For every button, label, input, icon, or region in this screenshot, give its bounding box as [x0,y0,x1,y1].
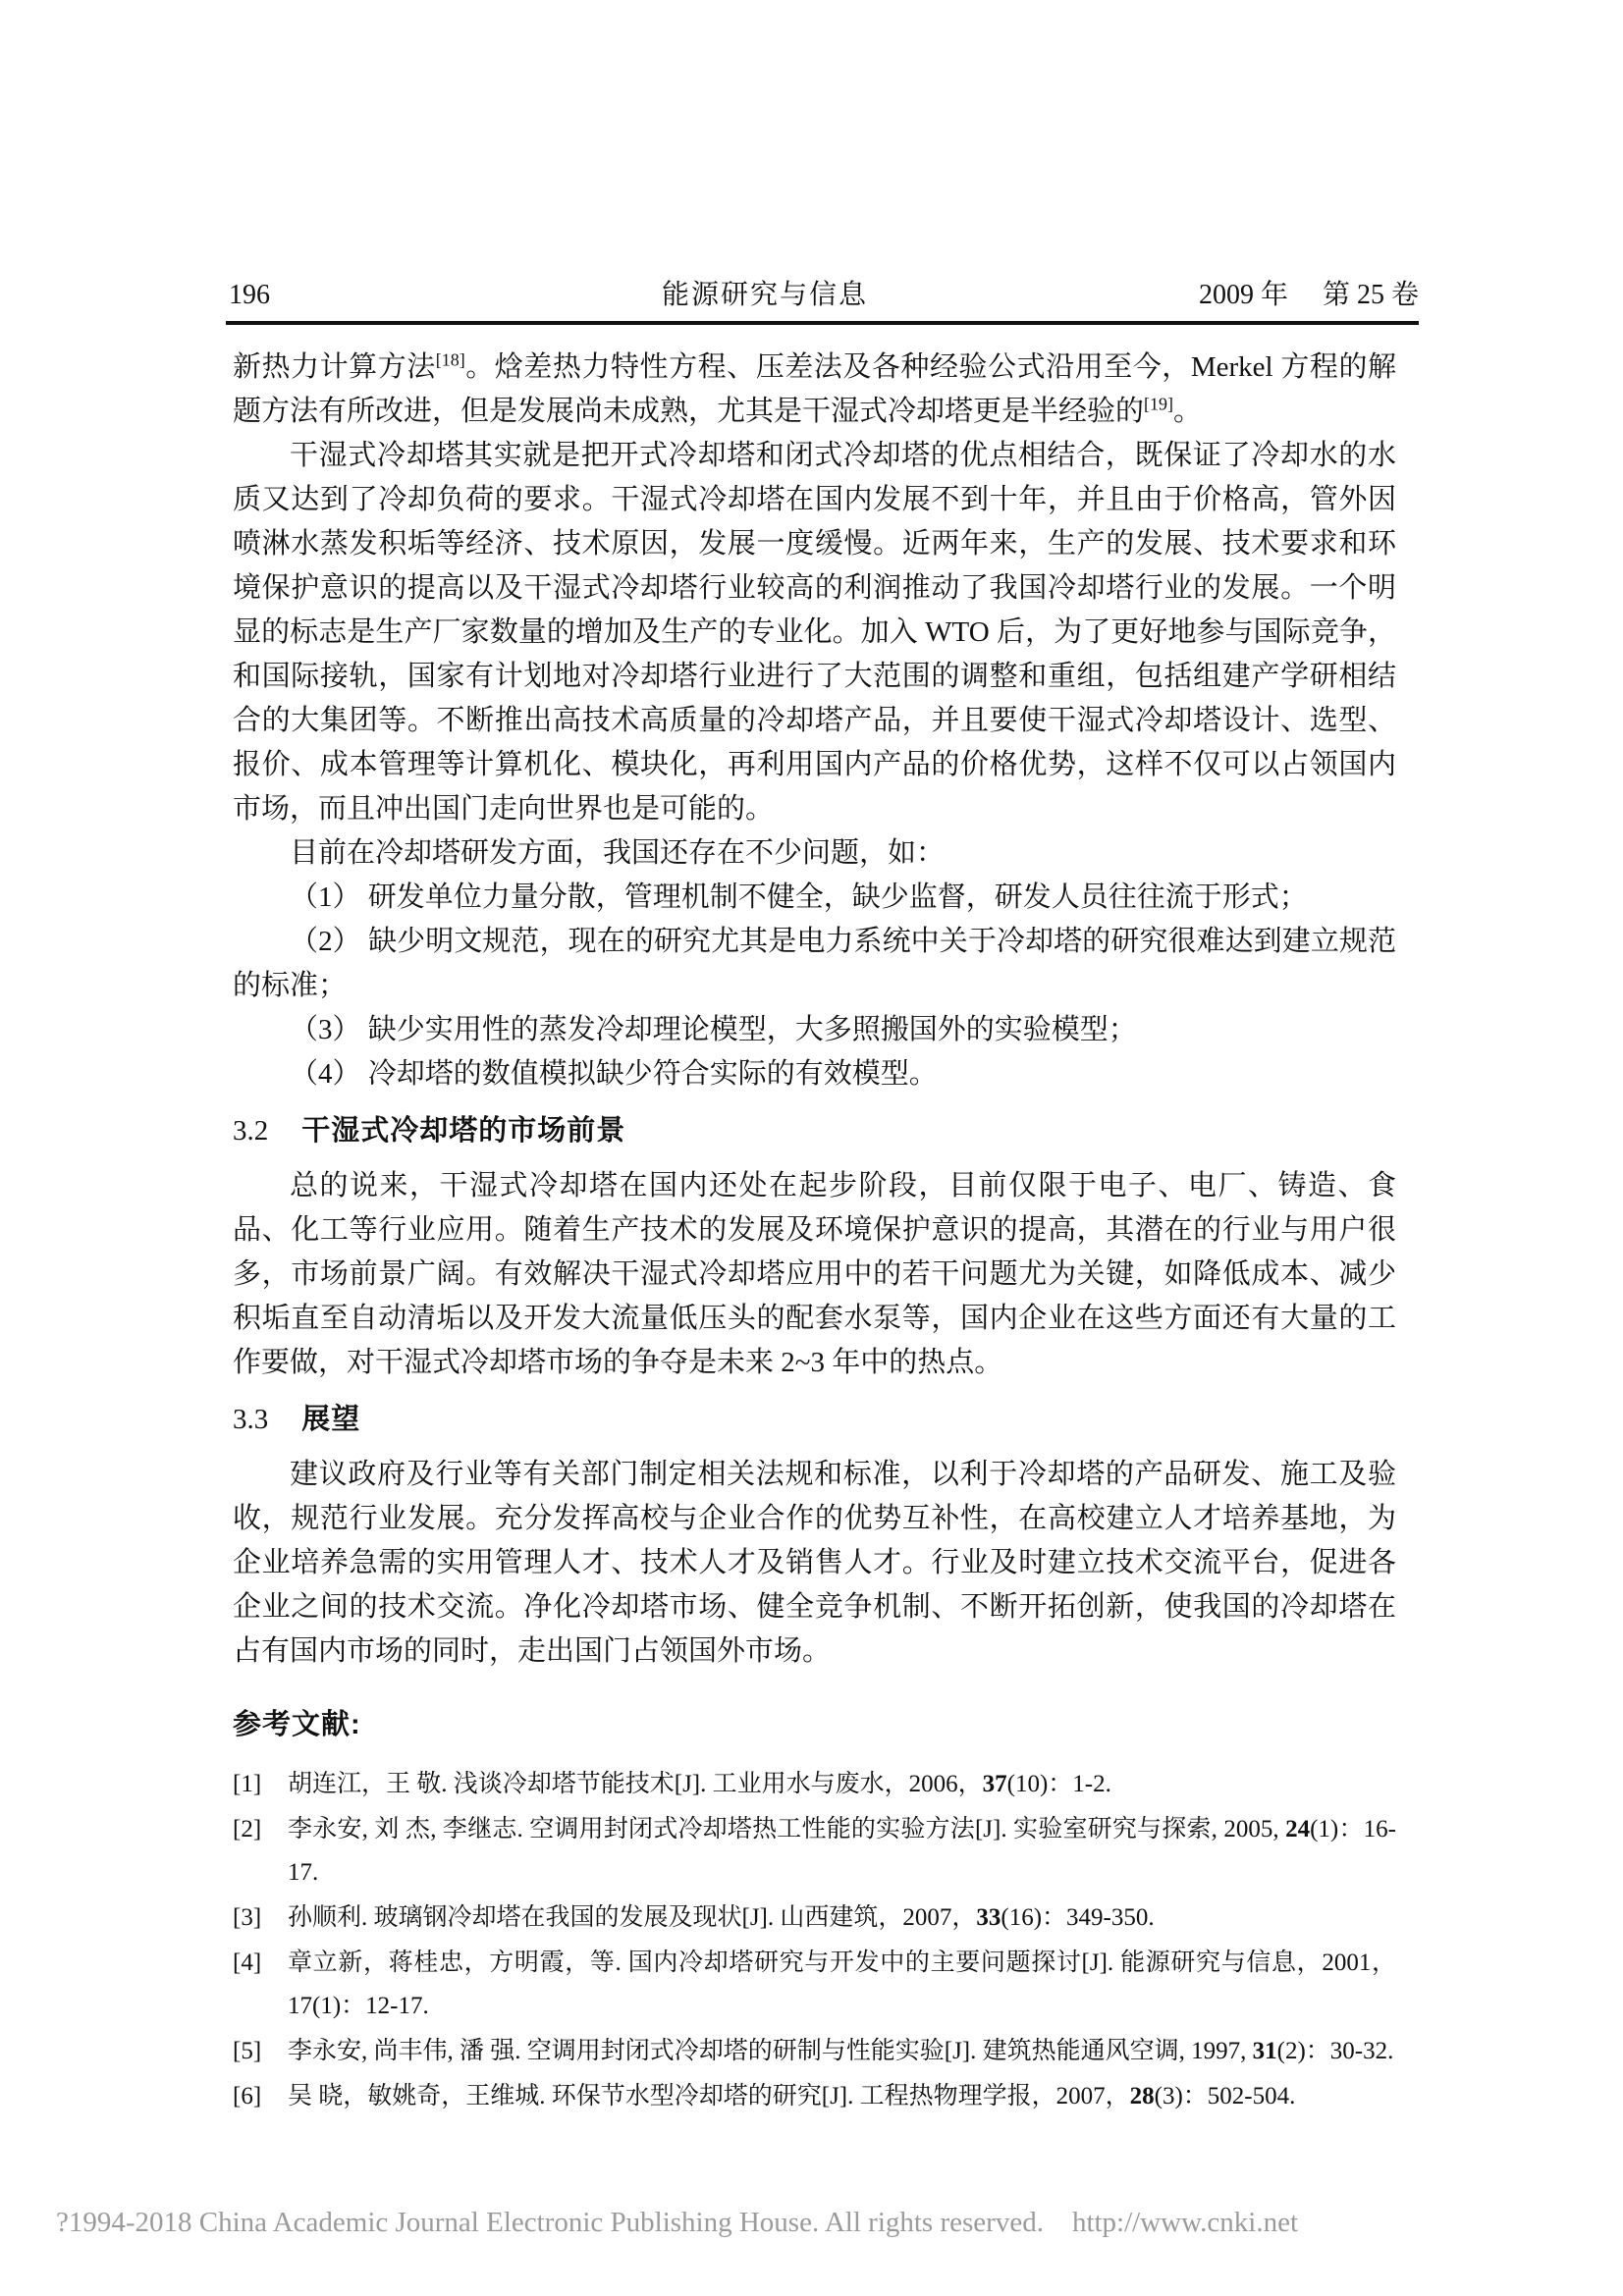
list-item: （2） 缺少明文规范，现在的研究尤其是电力系统中关于冷却塔的研究很难达到建立规范的标准； [233,926,1396,1001]
section-number: 3.2 [233,1115,269,1147]
reference-text [288,1896,1396,1940]
paragraph-continuation [233,346,1396,434]
reference-pages: (16)：349-350. [1001,1904,1155,1931]
reference-item [233,2030,1396,2073]
list-item: （3） 缺少实用性的蒸发冷却理论模型，大多照搬国外的实验模型； [290,1014,1137,1045]
paragraph: 建议政府及行业等有关部门制定相关法规和标准，以利于冷却塔的产品研发、施工及验收，规范行业发展。充分发挥高校与企业合作的优势互补性，在高校建立人才培养基地，为企业培养急需的实用管理人才、技术人才及销售人才。行业及时建立技术交流平台，促进各企业之间的技术交流。净化冷却塔市场、健全竞争机制、不断开拓创新，使我国的冷却塔在占有国内市场的同时，走出国门占领国外市场。 [233,1459,1396,1667]
reference-item [233,1763,1396,1806]
section-title: 展望 [301,1404,361,1435]
reference-text [288,2075,1396,2118]
reference-label: [4] [233,1949,262,1976]
reference-item [233,1942,1396,2028]
section-number: 3.3 [233,1404,269,1435]
reference-citation: 胡连江，王 敬. 浅谈冷却塔节能技术[J]. 工业用水与废水，2006， [288,1771,983,1797]
reference-text [288,1763,1396,1806]
reference-citation: 章立新，蒋桂忠，方明霞，等. 国内冷却塔研究与开发中的主要问题探讨[J]. 能源研究与信息，2001， [288,1949,1396,1976]
header-rule [226,321,1419,325]
reference-volume: 33 [976,1904,1001,1931]
reference-item [233,2075,1396,2118]
reference-list [233,1763,1396,2118]
section-title: 干湿式冷却塔的市场前景 [301,1115,626,1147]
citation-superscript: [19] [1144,394,1173,414]
paragraph: 干湿式冷却塔其实就是把开式冷却塔和闭式冷却塔的优点相结合，既保证了冷却水的水质又达到了冷却负荷的要求。干湿式冷却塔在国内发展不到十年，并且由于价格高，管外因喷淋水蒸发积垢等经济、技术原因，发展一度缓慢。近两年来，生产的发展、技术要求和环境保护意识的提高以及干湿式冷却塔行业较高的利润推动了我国冷却塔行业的发展。一个明显的标志是生产厂家数量的增加及生产的专业化。加入 WTO 后，为了更好地参与国际竞争，和国际接轨，国家有计划地对冷却塔行业进行了大范围的调整和重组，包括组建产学研相结合的大集团等。不断推出高技术高质量的冷却塔产品，并且要使干湿式冷却塔设计、选型、报价、成本管理等计算机化、模块化，再利用国内产品的价格优势，这样不仅可以占领国内市场，而且冲出国门走向世界也是可能的。 [233,440,1396,825]
paragraph: 总的说来，干湿式冷却塔在国内还处在起步阶段，目前仅限于电子、电厂、铸造、食品、化工等行业应用。随着生产技术的发展及环境保护意识的提高，其潜在的行业与用户很多，市场前景广阔。有效解决干湿式冷却塔应用中的若干问题尤为关键，如降低成本、减少积垢直至自动清垢以及开发大流量低压头的配套水泵等，国内企业在这些方面还有大量的工作要做，对干湿式冷却塔市场的争夺是未来 2~3 年中的热点。 [233,1170,1396,1378]
page-number: 196 [229,280,270,310]
reference-label: [2] [233,1816,262,1842]
page-header [229,273,1419,312]
reference-label: [6] [233,2083,262,2109]
reference-pages: (10)：1-2. [1006,1771,1111,1797]
reference-volume: 24 [1285,1816,1311,1842]
reference-item [233,1896,1396,1940]
reference-label: [3] [233,1904,262,1931]
reference-citation: 吴 晓，敏姚奇，王维城. 环保节水型冷却塔的研究[J]. 工程热物理学报，2007， [288,2083,1130,2109]
reference-volume: 37 [982,1771,1007,1797]
reference-pages: 17(1)：12-17. [288,1993,429,2019]
reference-item [233,1808,1396,1895]
reference-citation: 李永安, 刘 杰, 李继志. 空调用封闭式冷却塔热工性能的实验方法[J]. 实验室研究与探索, 2005, [288,1816,1286,1842]
reference-citation: 孙顺利. 玻璃钢冷却塔在我国的发展及现状[J]. 山西建筑，2007， [288,1904,977,1931]
journal-title: 能源研究与信息 [661,280,868,310]
reference-pages: (3)：502-504. [1154,2083,1296,2109]
paragraph-text: 。 [1172,396,1202,427]
reference-label: [1] [233,1771,262,1797]
watermark: ?1994-2018 China Academic Journal Electronic Publishing House. All rights reserved. http://www.cnki.net [56,2207,1299,2238]
reference-text [288,1808,1396,1895]
reference-volume: 28 [1129,2083,1155,2109]
reference-text [288,1942,1396,2028]
paragraph-text: 新热力计算方法 [233,351,436,383]
citation-superscript: [18] [435,349,465,370]
list-item: （1） 研发单位力量分散，管理机制不健全，缺少监督，研发人员往往流于形式； [290,881,1308,913]
reference-text [288,2030,1396,2073]
list-item: （4） 冷却塔的数值模拟缺少符合实际的有效模型。 [290,1058,938,1090]
reference-volume: 31 [1252,2038,1277,2064]
paragraph-text: 。焓差热力特性方程、压差法及各种经验公式沿用至今，Merkel 方程的解题方法有所改进，但是发展尚未成熟，尤其是干湿式冷却塔更是半经验的 [233,351,1396,427]
references-heading: 参考文献: [233,1709,361,1740]
article-body [233,346,1396,2120]
reference-citation: 李永安, 尚丰伟, 潘 强. 空调用封闭式冷却塔的研制与性能实验[J]. 建筑热能通风空调, 1997, [288,2038,1253,2064]
section-heading-3-2 [233,1109,1396,1153]
section-heading-3-3 [233,1398,1396,1442]
paragraph: 目前在冷却塔研发方面，我国还存在不少问题，如： [290,837,946,869]
issue-info: 2009 年 第 25 卷 [1198,280,1419,310]
reference-pages: (1)：16-17. [288,1816,1396,1886]
reference-pages: (2)：30-32. [1276,2038,1394,2064]
reference-label: [5] [233,2038,262,2064]
